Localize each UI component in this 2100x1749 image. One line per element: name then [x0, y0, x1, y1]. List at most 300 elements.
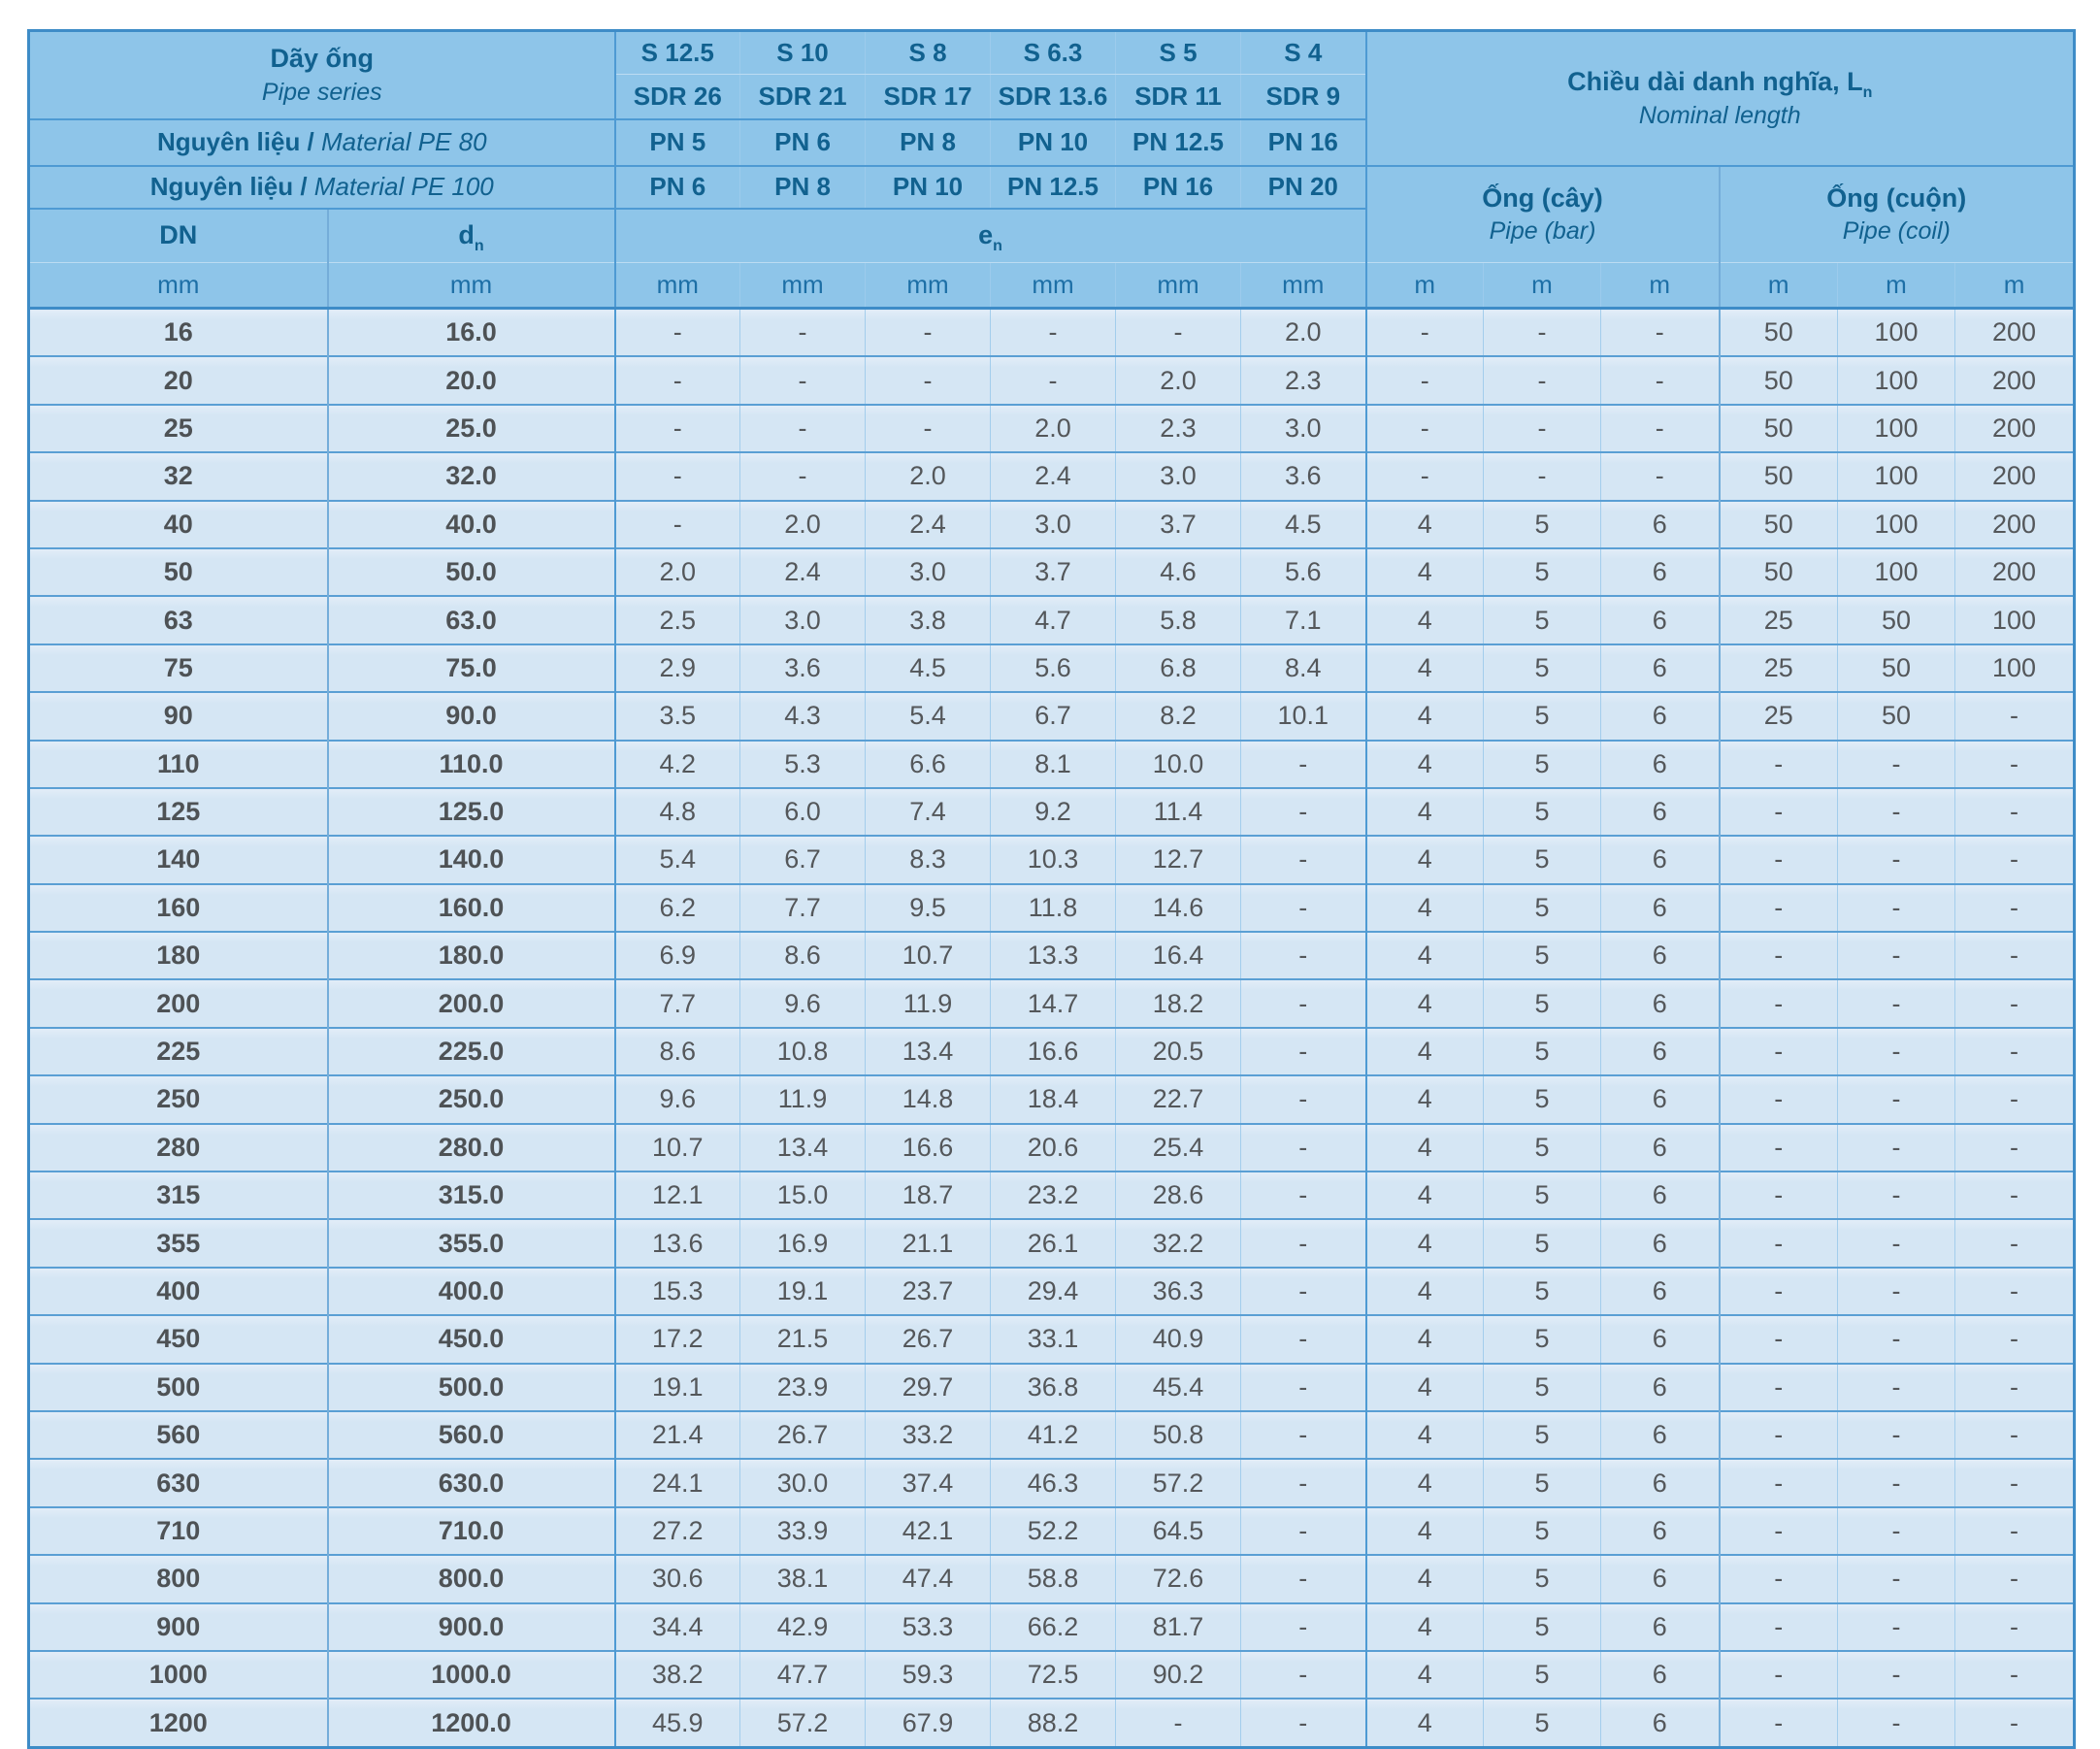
d-cell: 63.0 — [328, 596, 615, 644]
dn-cell: 25 — [29, 405, 328, 452]
dn-cell: 200 — [29, 979, 328, 1027]
bar-cell: 6 — [1601, 1411, 1720, 1459]
bar-cell: 6 — [1601, 1219, 1720, 1267]
d-cell: 75.0 — [328, 644, 615, 692]
coil-cell: - — [1720, 979, 1838, 1027]
coil-cell: 50 — [1720, 405, 1838, 452]
coil-cell: 200 — [1955, 405, 2075, 452]
bar-cell: 5 — [1484, 1507, 1601, 1555]
coil-cell: - — [1720, 1268, 1838, 1315]
col-header-pn-pe100: PN 6 — [615, 166, 740, 209]
e-cell: 38.1 — [740, 1555, 866, 1602]
col-header-sdr: SDR 17 — [866, 75, 991, 119]
coil-cell: 100 — [1838, 452, 1955, 500]
bar-cell: - — [1366, 452, 1484, 500]
col-header-pn-pe80: PN 12.5 — [1116, 119, 1241, 166]
coil-cell: - — [1955, 1507, 2075, 1555]
coil-cell: - — [1720, 1028, 1838, 1075]
material-pe100-header: Nguyên liệu / Material PE 100 — [29, 166, 615, 209]
table-row — [29, 452, 2075, 500]
e-cell: 2.4 — [740, 548, 866, 596]
col-header-pn-pe100: PN 8 — [740, 166, 866, 209]
e-cell: - — [991, 309, 1116, 357]
e-cell: 5.4 — [866, 692, 991, 740]
dn-cell: 315 — [29, 1172, 328, 1219]
coil-cell: - — [1720, 1555, 1838, 1602]
bar-cell: 6 — [1601, 501, 1720, 548]
table-row — [29, 309, 2075, 357]
col-header-s: S 4 — [1241, 31, 1366, 75]
e-cell: 27.2 — [615, 1507, 740, 1555]
e-cell: - — [866, 405, 991, 452]
e-cell: 3.0 — [991, 501, 1116, 548]
e-cell: 34.4 — [615, 1603, 740, 1651]
e-cell: 7.7 — [615, 979, 740, 1027]
coil-cell: - — [1838, 1315, 1955, 1363]
e-cell: - — [1241, 1315, 1366, 1363]
bar-cell: - — [1366, 309, 1484, 357]
e-cell: 38.2 — [615, 1651, 740, 1699]
e-cell: 46.3 — [991, 1459, 1116, 1506]
dn-cell: 20 — [29, 356, 328, 404]
e-cell: 28.6 — [1116, 1172, 1241, 1219]
e-cell: 3.8 — [866, 596, 991, 644]
dn-cell: 110 — [29, 741, 328, 788]
e-cell: - — [991, 356, 1116, 404]
e-cell: 5.6 — [991, 644, 1116, 692]
table-row — [29, 1172, 2075, 1219]
unit-mm: mm — [29, 263, 328, 309]
e-cell: 4.3 — [740, 692, 866, 740]
bar-cell: 6 — [1601, 1315, 1720, 1363]
e-cell: 4.5 — [866, 644, 991, 692]
coil-cell: - — [1720, 1124, 1838, 1172]
d-column-header: $d_n$ — [328, 209, 615, 263]
coil-cell: - — [1720, 884, 1838, 932]
e-cell: 2.3 — [1241, 356, 1366, 404]
e-cell: 47.7 — [740, 1651, 866, 1699]
e-cell: 2.0 — [1241, 309, 1366, 357]
e-cell: 33.1 — [991, 1315, 1116, 1363]
bar-cell: 4 — [1366, 932, 1484, 979]
e-cell: 8.3 — [866, 836, 991, 883]
e-cell: 4.6 — [1116, 548, 1241, 596]
bar-cell: - — [1601, 356, 1720, 404]
table-row — [29, 1268, 2075, 1315]
dn-column-header: DN — [29, 209, 328, 263]
coil-cell: - — [1955, 1555, 2075, 1602]
unit-mm: mm — [1116, 263, 1241, 309]
coil-cell: - — [1838, 1075, 1955, 1123]
e-cell: 10.1 — [1241, 692, 1366, 740]
table-row — [29, 741, 2075, 788]
dn-cell: 900 — [29, 1603, 328, 1651]
coil-cell: - — [1955, 1603, 2075, 1651]
bar-cell: 4 — [1366, 1172, 1484, 1219]
bar-cell: 5 — [1484, 1172, 1601, 1219]
bar-cell: 5 — [1484, 1124, 1601, 1172]
e-cell: 5.3 — [740, 741, 866, 788]
coil-cell: - — [1955, 979, 2075, 1027]
e-cell: - — [1116, 309, 1241, 357]
e-cell: 4.8 — [615, 788, 740, 836]
col-header-s: S 5 — [1116, 31, 1241, 75]
coil-cell: - — [1720, 1075, 1838, 1123]
col-header-pn-pe100: PN 12.5 — [991, 166, 1116, 209]
header-row-units — [29, 263, 2075, 309]
e-cell: - — [615, 356, 740, 404]
coil-cell: - — [1720, 932, 1838, 979]
coil-cell: - — [1838, 1699, 1955, 1747]
e-cell: 23.9 — [740, 1364, 866, 1411]
d-cell: 1000.0 — [328, 1651, 615, 1699]
unit-m: m — [1955, 263, 2075, 309]
coil-cell: 25 — [1720, 644, 1838, 692]
e-cell: 3.0 — [1116, 452, 1241, 500]
bar-cell: 4 — [1366, 1411, 1484, 1459]
coil-cell: - — [1838, 1219, 1955, 1267]
table-row — [29, 979, 2075, 1027]
e-cell: 18.2 — [1116, 979, 1241, 1027]
coil-cell: - — [1838, 1124, 1955, 1172]
bar-cell: 5 — [1484, 1364, 1601, 1411]
bar-cell: 6 — [1601, 836, 1720, 883]
bar-cell: - — [1366, 356, 1484, 404]
coil-cell: - — [1955, 741, 2075, 788]
coil-cell: - — [1838, 1268, 1955, 1315]
dn-cell: 125 — [29, 788, 328, 836]
e-cell: - — [866, 309, 991, 357]
bar-cell: 4 — [1366, 692, 1484, 740]
e-cell: 72.5 — [991, 1651, 1116, 1699]
dn-cell: 250 — [29, 1075, 328, 1123]
table-row — [29, 1124, 2075, 1172]
e-cell: 10.7 — [615, 1124, 740, 1172]
coil-cell: - — [1720, 1172, 1838, 1219]
table-row — [29, 1075, 2075, 1123]
e-cell: 9.6 — [615, 1075, 740, 1123]
dn-cell: 40 — [29, 501, 328, 548]
bar-cell: 6 — [1601, 1268, 1720, 1315]
coil-cell: - — [1720, 1459, 1838, 1506]
e-cell: 7.7 — [740, 884, 866, 932]
e-cell: - — [1241, 1603, 1366, 1651]
e-cell: 7.1 — [1241, 596, 1366, 644]
bar-cell: 4 — [1366, 1028, 1484, 1075]
bar-cell: 4 — [1366, 596, 1484, 644]
table-row — [29, 1555, 2075, 1602]
coil-cell: 200 — [1955, 548, 2075, 596]
d-cell: 900.0 — [328, 1603, 615, 1651]
pipe-dimensions-table — [27, 29, 2076, 1749]
bar-cell: - — [1601, 309, 1720, 357]
bar-cell: 6 — [1601, 741, 1720, 788]
pipe-coil-label-en: Pipe (coil) — [1842, 217, 1951, 246]
e-cell: - — [615, 405, 740, 452]
pipe-coil-label-vi: Ống (cuộn) — [1826, 182, 1967, 213]
coil-cell: 100 — [1838, 309, 1955, 357]
e-cell: 41.2 — [991, 1411, 1116, 1459]
coil-cell: 100 — [1838, 501, 1955, 548]
bar-cell: 5 — [1484, 644, 1601, 692]
e-cell: - — [1241, 1699, 1366, 1747]
d-cell: 280.0 — [328, 1124, 615, 1172]
d-cell: 50.0 — [328, 548, 615, 596]
dn-cell: 225 — [29, 1028, 328, 1075]
e-cell: - — [740, 452, 866, 500]
coil-cell: - — [1720, 1364, 1838, 1411]
table-wrap — [27, 29, 2076, 1749]
coil-cell: - — [1955, 1459, 2075, 1506]
d-cell: 110.0 — [328, 741, 615, 788]
coil-cell: - — [1720, 1651, 1838, 1699]
e-cell: 6.6 — [866, 741, 991, 788]
e-cell: - — [1241, 1364, 1366, 1411]
e-cell: 3.7 — [1116, 501, 1241, 548]
e-cell: 64.5 — [1116, 1507, 1241, 1555]
bar-cell: 4 — [1366, 1603, 1484, 1651]
e-cell: 3.7 — [991, 548, 1116, 596]
unit-mm: mm — [991, 263, 1116, 309]
dn-cell: 32 — [29, 452, 328, 500]
coil-cell: - — [1955, 1075, 2075, 1123]
coil-cell: 50 — [1720, 501, 1838, 548]
e-cell: 2.0 — [1116, 356, 1241, 404]
e-cell: 3.6 — [1241, 452, 1366, 500]
e-cell: 16.4 — [1116, 932, 1241, 979]
dn-cell: 1000 — [29, 1651, 328, 1699]
bar-cell: 5 — [1484, 1699, 1601, 1747]
dn-cell: 355 — [29, 1219, 328, 1267]
dn-cell: 450 — [29, 1315, 328, 1363]
bar-cell: 4 — [1366, 1268, 1484, 1315]
e-cell: 4.5 — [1241, 501, 1366, 548]
coil-cell: 200 — [1955, 452, 2075, 500]
d-cell: 140.0 — [328, 836, 615, 883]
e-cell: 32.2 — [1116, 1219, 1241, 1267]
bar-cell: 4 — [1366, 1459, 1484, 1506]
table-row — [29, 1364, 2075, 1411]
e-cell: 3.0 — [1241, 405, 1366, 452]
bar-cell: 4 — [1366, 1364, 1484, 1411]
col-header-sdr: SDR 11 — [1116, 75, 1241, 119]
bar-cell: 6 — [1601, 884, 1720, 932]
bar-cell: 5 — [1484, 1651, 1601, 1699]
e-cell: 2.3 — [1116, 405, 1241, 452]
dn-cell: 560 — [29, 1411, 328, 1459]
bar-cell: 5 — [1484, 596, 1601, 644]
e-cell: - — [740, 405, 866, 452]
e-cell: 58.8 — [991, 1555, 1116, 1602]
bar-cell: 5 — [1484, 1603, 1601, 1651]
e-cell: 9.5 — [866, 884, 991, 932]
coil-cell: - — [1838, 1555, 1955, 1602]
bar-cell: - — [1484, 405, 1601, 452]
e-cell: 6.7 — [991, 692, 1116, 740]
table-row — [29, 788, 2075, 836]
e-cell: 10.8 — [740, 1028, 866, 1075]
e-cell: 6.7 — [740, 836, 866, 883]
dn-cell: 16 — [29, 309, 328, 357]
coil-cell: - — [1838, 788, 1955, 836]
e-cell: 20.5 — [1116, 1028, 1241, 1075]
coil-cell: - — [1720, 788, 1838, 836]
e-cell: 11.9 — [866, 979, 991, 1027]
e-cell: 21.1 — [866, 1219, 991, 1267]
d-cell: 355.0 — [328, 1219, 615, 1267]
e-cell: 19.1 — [740, 1268, 866, 1315]
col-header-pn-pe100: PN 20 — [1241, 166, 1366, 209]
unit-mm: mm — [328, 263, 615, 309]
e-cell: 11.4 — [1116, 788, 1241, 836]
coil-cell: - — [1838, 884, 1955, 932]
bar-cell: 4 — [1366, 1075, 1484, 1123]
coil-cell: - — [1838, 1411, 1955, 1459]
coil-cell: 200 — [1955, 501, 2075, 548]
pipe-bar-header — [1366, 166, 1720, 263]
e-cell: 24.1 — [615, 1459, 740, 1506]
dn-cell: 500 — [29, 1364, 328, 1411]
d-cell: 1200.0 — [328, 1699, 615, 1747]
table-row — [29, 692, 2075, 740]
bar-cell: 4 — [1366, 644, 1484, 692]
coil-cell: - — [1838, 741, 1955, 788]
bar-cell: 6 — [1601, 1364, 1720, 1411]
table-row — [29, 1028, 2075, 1075]
e-cell: 18.4 — [991, 1075, 1116, 1123]
coil-cell: 100 — [1838, 356, 1955, 404]
e-cell: 6.9 — [615, 932, 740, 979]
e-cell: 14.6 — [1116, 884, 1241, 932]
col-header-pn-pe80: PN 16 — [1241, 119, 1366, 166]
bar-cell: 6 — [1601, 1699, 1720, 1747]
bar-cell: 4 — [1366, 1124, 1484, 1172]
coil-cell: - — [1838, 1651, 1955, 1699]
coil-cell: - — [1838, 836, 1955, 883]
e-cell: 12.1 — [615, 1172, 740, 1219]
bar-cell: 5 — [1484, 884, 1601, 932]
e-cell: - — [1241, 788, 1366, 836]
e-cell: 2.0 — [866, 452, 991, 500]
e-cell: - — [1241, 1555, 1366, 1602]
bar-cell: - — [1484, 452, 1601, 500]
e-cell: 3.0 — [740, 596, 866, 644]
e-cell: 45.4 — [1116, 1364, 1241, 1411]
table-row — [29, 1699, 2075, 1747]
table-row — [29, 1459, 2075, 1506]
coil-cell: - — [1838, 932, 1955, 979]
e-cell: 88.2 — [991, 1699, 1116, 1747]
bar-cell: 6 — [1601, 979, 1720, 1027]
bar-cell: 5 — [1484, 788, 1601, 836]
e-cell: 37.4 — [866, 1459, 991, 1506]
pipe-table-body — [29, 309, 2075, 1748]
bar-cell: - — [1601, 405, 1720, 452]
bar-cell: 5 — [1484, 1411, 1601, 1459]
e-cell: 6.2 — [615, 884, 740, 932]
e-cell: 40.9 — [1116, 1315, 1241, 1363]
pipe-series-header — [29, 31, 615, 119]
d-cell: 710.0 — [328, 1507, 615, 1555]
coil-cell: - — [1720, 1219, 1838, 1267]
col-header-pn-pe80: PN 5 — [615, 119, 740, 166]
unit-mm: mm — [615, 263, 740, 309]
d-cell: 315.0 — [328, 1172, 615, 1219]
col-header-s: S 6.3 — [991, 31, 1116, 75]
table-row — [29, 836, 2075, 883]
table-row — [29, 501, 2075, 548]
coil-cell: 200 — [1955, 356, 2075, 404]
table-row — [29, 884, 2075, 932]
coil-cell: - — [1955, 1364, 2075, 1411]
col-header-s: S 12.5 — [615, 31, 740, 75]
e-cell: 16.6 — [866, 1124, 991, 1172]
e-cell: 4.7 — [991, 596, 1116, 644]
e-cell: 81.7 — [1116, 1603, 1241, 1651]
e-cell: 42.9 — [740, 1603, 866, 1651]
table-row — [29, 1603, 2075, 1651]
bar-cell: 5 — [1484, 692, 1601, 740]
coil-cell: - — [1955, 836, 2075, 883]
coil-cell: - — [1955, 1172, 2075, 1219]
e-cell: - — [615, 452, 740, 500]
d-cell: 800.0 — [328, 1555, 615, 1602]
coil-cell: - — [1720, 1411, 1838, 1459]
bar-cell: 6 — [1601, 1075, 1720, 1123]
e-cell: 9.2 — [991, 788, 1116, 836]
e-cell: 52.2 — [991, 1507, 1116, 1555]
e-cell: 2.0 — [740, 501, 866, 548]
bar-cell: 5 — [1484, 836, 1601, 883]
col-header-pn-pe100: PN 10 — [866, 166, 991, 209]
bar-cell: 6 — [1601, 788, 1720, 836]
coil-cell: - — [1838, 1603, 1955, 1651]
unit-m: m — [1838, 263, 1955, 309]
e-cell: - — [1241, 1507, 1366, 1555]
e-cell: 33.2 — [866, 1411, 991, 1459]
bar-cell: 6 — [1601, 548, 1720, 596]
bar-cell: 6 — [1601, 932, 1720, 979]
coil-cell: - — [1955, 1699, 2075, 1747]
dn-cell: 90 — [29, 692, 328, 740]
bar-cell: 5 — [1484, 1315, 1601, 1363]
bar-cell: 6 — [1601, 1124, 1720, 1172]
e-cell: 8.1 — [991, 741, 1116, 788]
material-pe80-header: Nguyên liệu / Material PE 80 — [29, 119, 615, 166]
bar-cell: 4 — [1366, 979, 1484, 1027]
e-cell: - — [1241, 1219, 1366, 1267]
e-cell: 19.1 — [615, 1364, 740, 1411]
e-cell: 26.1 — [991, 1219, 1116, 1267]
e-cell: 2.9 — [615, 644, 740, 692]
e-cell: - — [1241, 1651, 1366, 1699]
coil-cell: - — [1720, 1315, 1838, 1363]
e-cell: 7.4 — [866, 788, 991, 836]
e-cell: 11.9 — [740, 1075, 866, 1123]
pipe-series-label-en: Pipe series — [261, 78, 382, 106]
col-header-s: S 10 — [740, 31, 866, 75]
e-cell: 8.6 — [615, 1028, 740, 1075]
bar-cell: - — [1484, 356, 1601, 404]
bar-cell: 5 — [1484, 1268, 1601, 1315]
bar-cell: 5 — [1484, 979, 1601, 1027]
table-row — [29, 1411, 2075, 1459]
e-cell: 21.4 — [615, 1411, 740, 1459]
col-header-sdr: SDR 21 — [740, 75, 866, 119]
dn-cell: 140 — [29, 836, 328, 883]
col-header-pn-pe80: PN 8 — [866, 119, 991, 166]
table-row — [29, 405, 2075, 452]
